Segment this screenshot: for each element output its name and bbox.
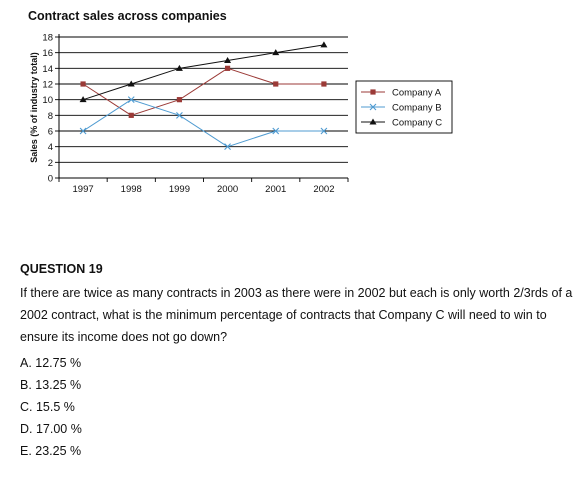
- x-tick-label: 2001: [265, 184, 287, 195]
- y-tick-label: 6: [47, 126, 53, 138]
- y-tick-label: 2: [47, 157, 53, 169]
- data-point: [80, 81, 85, 86]
- data-point: [177, 97, 182, 102]
- x-tick-label: 1997: [72, 184, 94, 195]
- y-tick-label: 14: [42, 63, 53, 75]
- chart-title: Contract sales across companies: [28, 9, 227, 23]
- legend-marker: [370, 89, 375, 94]
- y-tick-label: 16: [42, 48, 53, 60]
- option-d[interactable]: D. 17.00 %: [20, 422, 82, 436]
- y-tick-label: 10: [42, 95, 53, 107]
- data-point: [273, 81, 278, 86]
- data-point: [320, 41, 327, 47]
- legend-label: Company A: [392, 87, 442, 99]
- x-tick-label: 1999: [168, 184, 190, 195]
- line-chart: [0, 0, 585, 200]
- series-line-company-b: [83, 100, 324, 147]
- x-tick-label: 2002: [313, 184, 335, 195]
- data-point: [321, 81, 326, 86]
- series-line-company-a: [83, 68, 324, 115]
- legend-label: Company B: [392, 102, 442, 114]
- option-e[interactable]: E. 23.25 %: [20, 444, 82, 458]
- data-point: [225, 66, 230, 71]
- y-tick-label: 12: [42, 79, 53, 91]
- y-tick-label: 8: [47, 110, 53, 122]
- legend-label: Company C: [392, 117, 443, 129]
- y-tick-label: 18: [42, 32, 53, 44]
- option-a[interactable]: A. 12.75 %: [20, 356, 82, 370]
- answer-options: [20, 352, 580, 462]
- question-number: QUESTION 19: [20, 262, 103, 276]
- x-tick-label: 1998: [120, 184, 142, 195]
- data-point: [129, 113, 134, 118]
- x-tick-label: 2000: [217, 184, 239, 195]
- option-c[interactable]: C. 15.5 %: [20, 400, 75, 414]
- option-b[interactable]: B. 13.25 %: [20, 378, 82, 392]
- y-tick-label: 0: [47, 173, 53, 185]
- question-text: If there are twice as many contracts in 2003 as there were in 2002 but each is only worth 2/3rds of a 2002 contract, what is the minimum percentage of contracts that Company C will need to win to ensure its income does not go down?: [20, 286, 573, 344]
- chart: [0, 0, 585, 200]
- y-tick-label: 4: [47, 142, 53, 154]
- y-axis-label: Sales (% of industry total): [29, 52, 39, 163]
- question-block: [20, 262, 580, 462]
